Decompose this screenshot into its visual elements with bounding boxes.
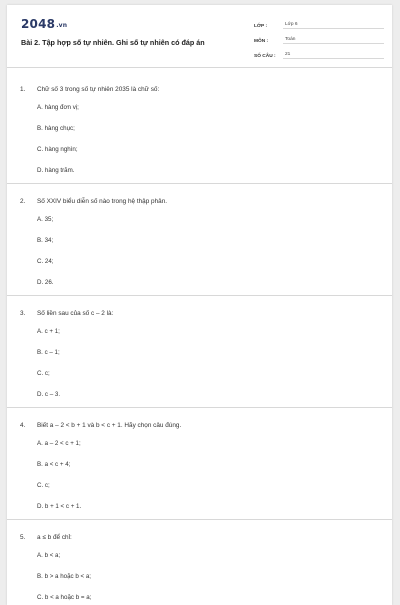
- answer-options: [7, 545, 392, 605]
- question-1: [7, 68, 392, 184]
- question-5: [7, 520, 392, 605]
- question-stem: [20, 310, 392, 317]
- answer-option-c[interactable]: C. hàng nghìn;: [37, 146, 78, 153]
- answer-option-a[interactable]: A. a – 2 < c + 1;: [37, 440, 81, 447]
- meta-row-class: [254, 16, 384, 29]
- answer-option-a[interactable]: A. b < a;: [37, 552, 61, 559]
- question-4: [7, 408, 392, 520]
- question-stem: [20, 422, 392, 429]
- worksheet-page: [7, 5, 392, 605]
- question-text: Chữ số 3 trong số tự nhiên 2035 là chữ số:: [37, 86, 160, 93]
- answer-options: [7, 321, 392, 405]
- question-3: [7, 296, 392, 408]
- answer-option-d[interactable]: D. hàng trăm.: [37, 167, 75, 174]
- question-number: 2.: [20, 198, 26, 205]
- meta-value-question-count: 21: [283, 52, 384, 59]
- question-stem: [20, 534, 392, 541]
- answer-option-a[interactable]: A. hàng đơn vị;: [37, 104, 79, 111]
- meta-label-subject: MÔN :: [254, 39, 269, 44]
- logo-suffix: .vn: [56, 22, 68, 29]
- question-2: [7, 184, 392, 296]
- answer-option-b[interactable]: B. b > a hoặc b < a;: [37, 573, 92, 580]
- meta-value-subject: Toán: [283, 37, 384, 44]
- question-number: 5.: [20, 534, 26, 541]
- answer-option-a[interactable]: A. c + 1;: [37, 328, 60, 335]
- meta-label-question-count: SỐ CÂU :: [254, 54, 276, 59]
- answer-options: [7, 209, 392, 293]
- answer-option-c[interactable]: C. c;: [37, 370, 50, 377]
- answer-option-c[interactable]: C. 24;: [37, 258, 54, 265]
- answer-option-b[interactable]: B. a < c + 4;: [37, 461, 71, 468]
- answer-option-c[interactable]: C. b < a hoặc b = a;: [37, 594, 92, 601]
- meta-row-subject: [254, 31, 384, 44]
- question-number: 3.: [20, 310, 26, 317]
- question-text: Số liền sau của số c – 2 là:: [37, 310, 114, 317]
- meta-row-question-count: [254, 46, 384, 59]
- question-number: 4.: [20, 422, 26, 429]
- answer-option-b[interactable]: B. 34;: [37, 237, 54, 244]
- answer-option-a[interactable]: A. 35;: [37, 216, 54, 223]
- meta-label-class: LỚP :: [254, 24, 268, 29]
- answer-option-b[interactable]: B. c – 1;: [37, 349, 60, 356]
- answer-option-d[interactable]: D. b + 1 < c + 1.: [37, 503, 82, 510]
- question-text: a ≤ b để chỉ:: [37, 534, 72, 541]
- answer-options: [7, 97, 392, 181]
- answer-options: [7, 433, 392, 517]
- question-stem: [20, 86, 392, 93]
- answer-option-d[interactable]: D. 26.: [37, 279, 54, 286]
- question-number: 1.: [20, 86, 26, 93]
- answer-option-d[interactable]: D. c – 3.: [37, 391, 61, 398]
- site-logo[interactable]: [21, 17, 67, 31]
- document-title: Bài 2. Tập hợp số tự nhiên. Ghi số tự nhiên có đáp án: [21, 38, 205, 47]
- question-text: Biết a – 2 < b + 1 và b < c + 1. Hãy chọn câu đúng.: [37, 422, 182, 429]
- question-text: Số XXIV biểu diễn số nào trong hệ thập phân.: [37, 198, 168, 205]
- worksheet-meta: [254, 16, 384, 61]
- logo-main: 2048: [21, 17, 56, 31]
- question-stem: [20, 198, 392, 205]
- meta-value-class: Lớp 6: [283, 22, 384, 29]
- worksheet-header: [7, 5, 392, 68]
- answer-option-b[interactable]: B. hàng chục;: [37, 125, 75, 132]
- answer-option-c[interactable]: C. c;: [37, 482, 50, 489]
